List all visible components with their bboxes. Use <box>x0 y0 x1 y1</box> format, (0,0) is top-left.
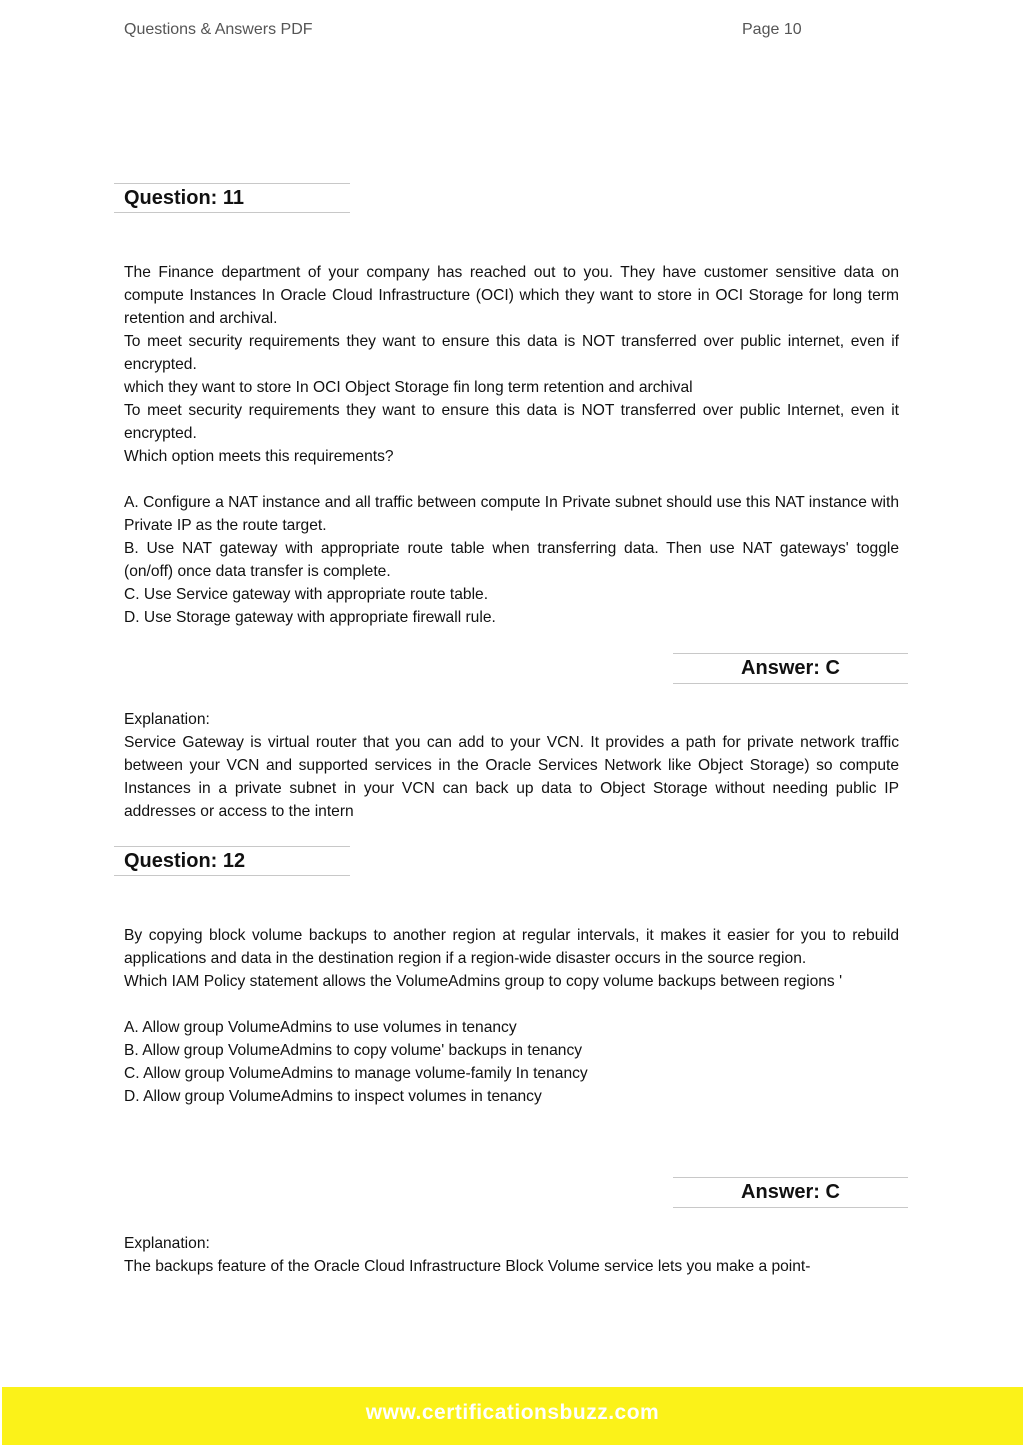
question-title: Question: 12 <box>124 850 246 872</box>
answer-option: B. Allow group VolumeAdmins to copy volume' backups in tenancy <box>124 1042 583 1059</box>
question-11-body <box>124 261 899 629</box>
footer-banner <box>2 1387 1023 1445</box>
answer-label: Answer: C <box>741 1181 840 1203</box>
question-paragraph: which they want to store In OCI Object Storage fin long term retention and archival <box>124 379 693 396</box>
explanation-text: The backups feature of the Oracle Cloud Infrastructure Block Volume service lets you make a point- <box>124 1258 811 1275</box>
footer-url[interactable]: www.certificationsbuzz.com <box>365 1401 660 1424</box>
question-paragraph: Which IAM Policy statement allows the VolumeAdmins group to copy volume backups between regions ' <box>124 973 843 990</box>
header-title: Questions & Answers PDF <box>124 21 313 38</box>
answer-label: Answer: C <box>741 657 840 679</box>
answer-box <box>673 653 908 684</box>
page-number: Page 10 <box>742 21 802 38</box>
question-12-heading <box>114 846 350 876</box>
explanation-label: Explanation: <box>124 711 210 728</box>
explanation-label: Explanation: <box>124 1235 210 1252</box>
question-paragraph: To meet security requirements they want to ensure this data is NOT transferred over public Internet, even it encrypted. <box>124 402 899 442</box>
question-paragraph: To meet security requirements they want to ensure this data is NOT transferred over public internet, even if encrypted. <box>124 333 899 373</box>
answer-option: D. Allow group VolumeAdmins to inspect volumes in tenancy <box>124 1088 542 1105</box>
answer-option: C. Allow group VolumeAdmins to manage volume-family In tenancy <box>124 1065 588 1082</box>
answer-option: C. Use Service gateway with appropriate route table. <box>124 586 489 603</box>
explanation-12 <box>124 1232 899 1278</box>
explanation-text: Service Gateway is virtual router that you can add to your VCN. It provides a path for private network traffic between your VCN and supported services in the Oracle Services Network like Object Storage) so compute Instances in a private subnet in your VCN can back up data to Object Storage without needing public IP addresses or access to the intern <box>124 734 899 820</box>
answer-option: D. Use Storage gateway with appropriate firewall rule. <box>124 609 496 626</box>
question-title: Question: 11 <box>124 187 245 209</box>
explanation-11 <box>124 708 899 823</box>
answer-option: B. Use NAT gateway with appropriate route table when transferring data. Then use NAT gateways' toggle (on/off) once data transfer is complete. <box>124 540 899 580</box>
question-paragraph: By copying block volume backups to another region at regular intervals, it makes it easier for you to rebuild applications and data in the destination region if a region-wide disaster occurs in the source region. <box>124 927 899 967</box>
answer-box <box>673 1177 908 1208</box>
answer-option: A. Allow group VolumeAdmins to use volumes in tenancy <box>124 1019 517 1036</box>
answer-option: A. Configure a NAT instance and all traffic between compute In Private subnet should use this NAT instance with Private IP as the route target. <box>124 494 899 534</box>
question-11-heading <box>114 183 350 213</box>
question-12-body <box>124 924 899 1108</box>
question-paragraph: Which option meets this requirements? <box>124 448 394 465</box>
question-paragraph: The Finance department of your company has reached out to you. They have customer sensitive data on compute Instances In Oracle Cloud Infrastructure (OCI) which they want to store in OCI Storage for long term retention and archival. <box>124 264 899 327</box>
